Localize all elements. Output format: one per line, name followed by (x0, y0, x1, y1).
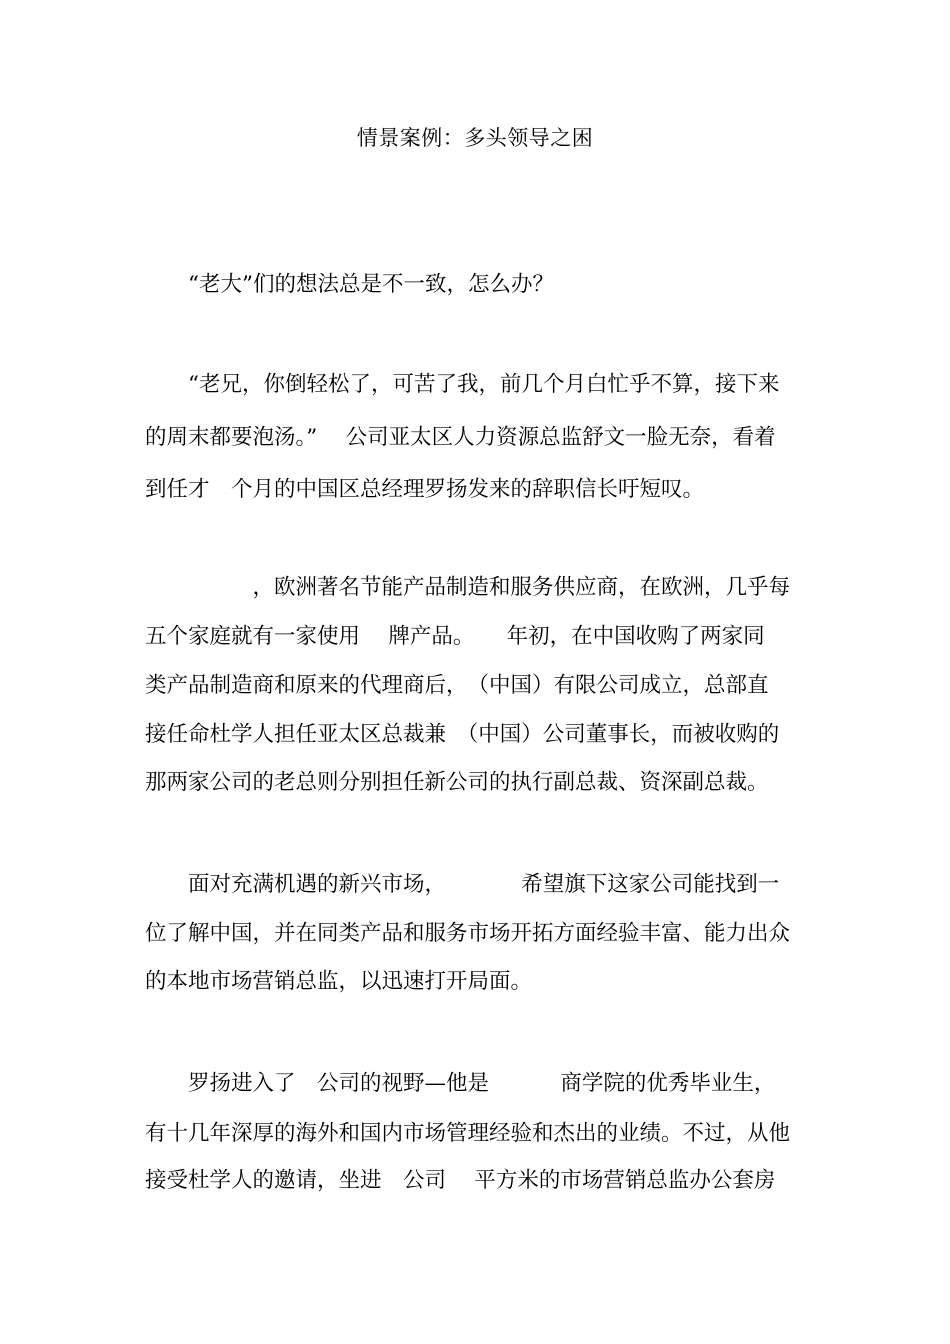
paragraph-line: 罗扬进入了 公司的视野—他是 商学院的优秀毕业生， (145, 1071, 776, 1096)
paragraph-line: 五个家庭就有一家使用 牌产品。 年初，在中国收购了两家同 (145, 624, 765, 649)
paragraph-line: 类产品制造商和原来的代理商后， （中国）有限公司成立，总部直 (145, 673, 769, 698)
paragraph-line: “老大”们的想法总是不一致，怎么办？ (145, 272, 554, 297)
paragraph-line: 的本地市场营销总监，以迅速打开局面。 (145, 969, 533, 994)
paragraph-line: ，欧洲著名节能产品制造和服务供应商，在欧洲，几乎每 (145, 575, 791, 600)
paragraph-line: 有十几年深厚的海外和国内市场管理经验和杰出的业绩。不过，从他 (145, 1121, 791, 1146)
paragraph-line: 的周末都要泡汤。” 公司亚太区人力资源总监舒文一脸无奈，看着 (145, 425, 776, 450)
paragraph-line: 面对充满机遇的新兴市场， 希望旗下这家公司能找到一 (145, 872, 780, 897)
document-title: 情景案例：多头领导之困 (356, 126, 594, 150)
paragraph-line: 到任才 个月的中国区总经理罗扬发来的辞职信长吁短叹。 (145, 477, 705, 502)
paragraph-line: “老兄，你倒轻松了，可苦了我，前几个月白忙乎不算，接下来 (145, 372, 780, 397)
paragraph-line: 位了解中国，并在同类产品和服务市场开拓方面经验丰富、能力出众 (145, 921, 791, 946)
paragraph-line: 接受杜学人的邀请，坐进 公司 平方米的市场营销总监办公套房 (145, 1168, 776, 1193)
paragraph-line: 接任命杜学人担任亚太区总裁兼 （中国）公司董事长，而被收购的 (145, 722, 780, 747)
paragraph-line: 那两家公司的老总则分别担任新公司的执行副总裁、资深副总裁。 (145, 770, 769, 795)
